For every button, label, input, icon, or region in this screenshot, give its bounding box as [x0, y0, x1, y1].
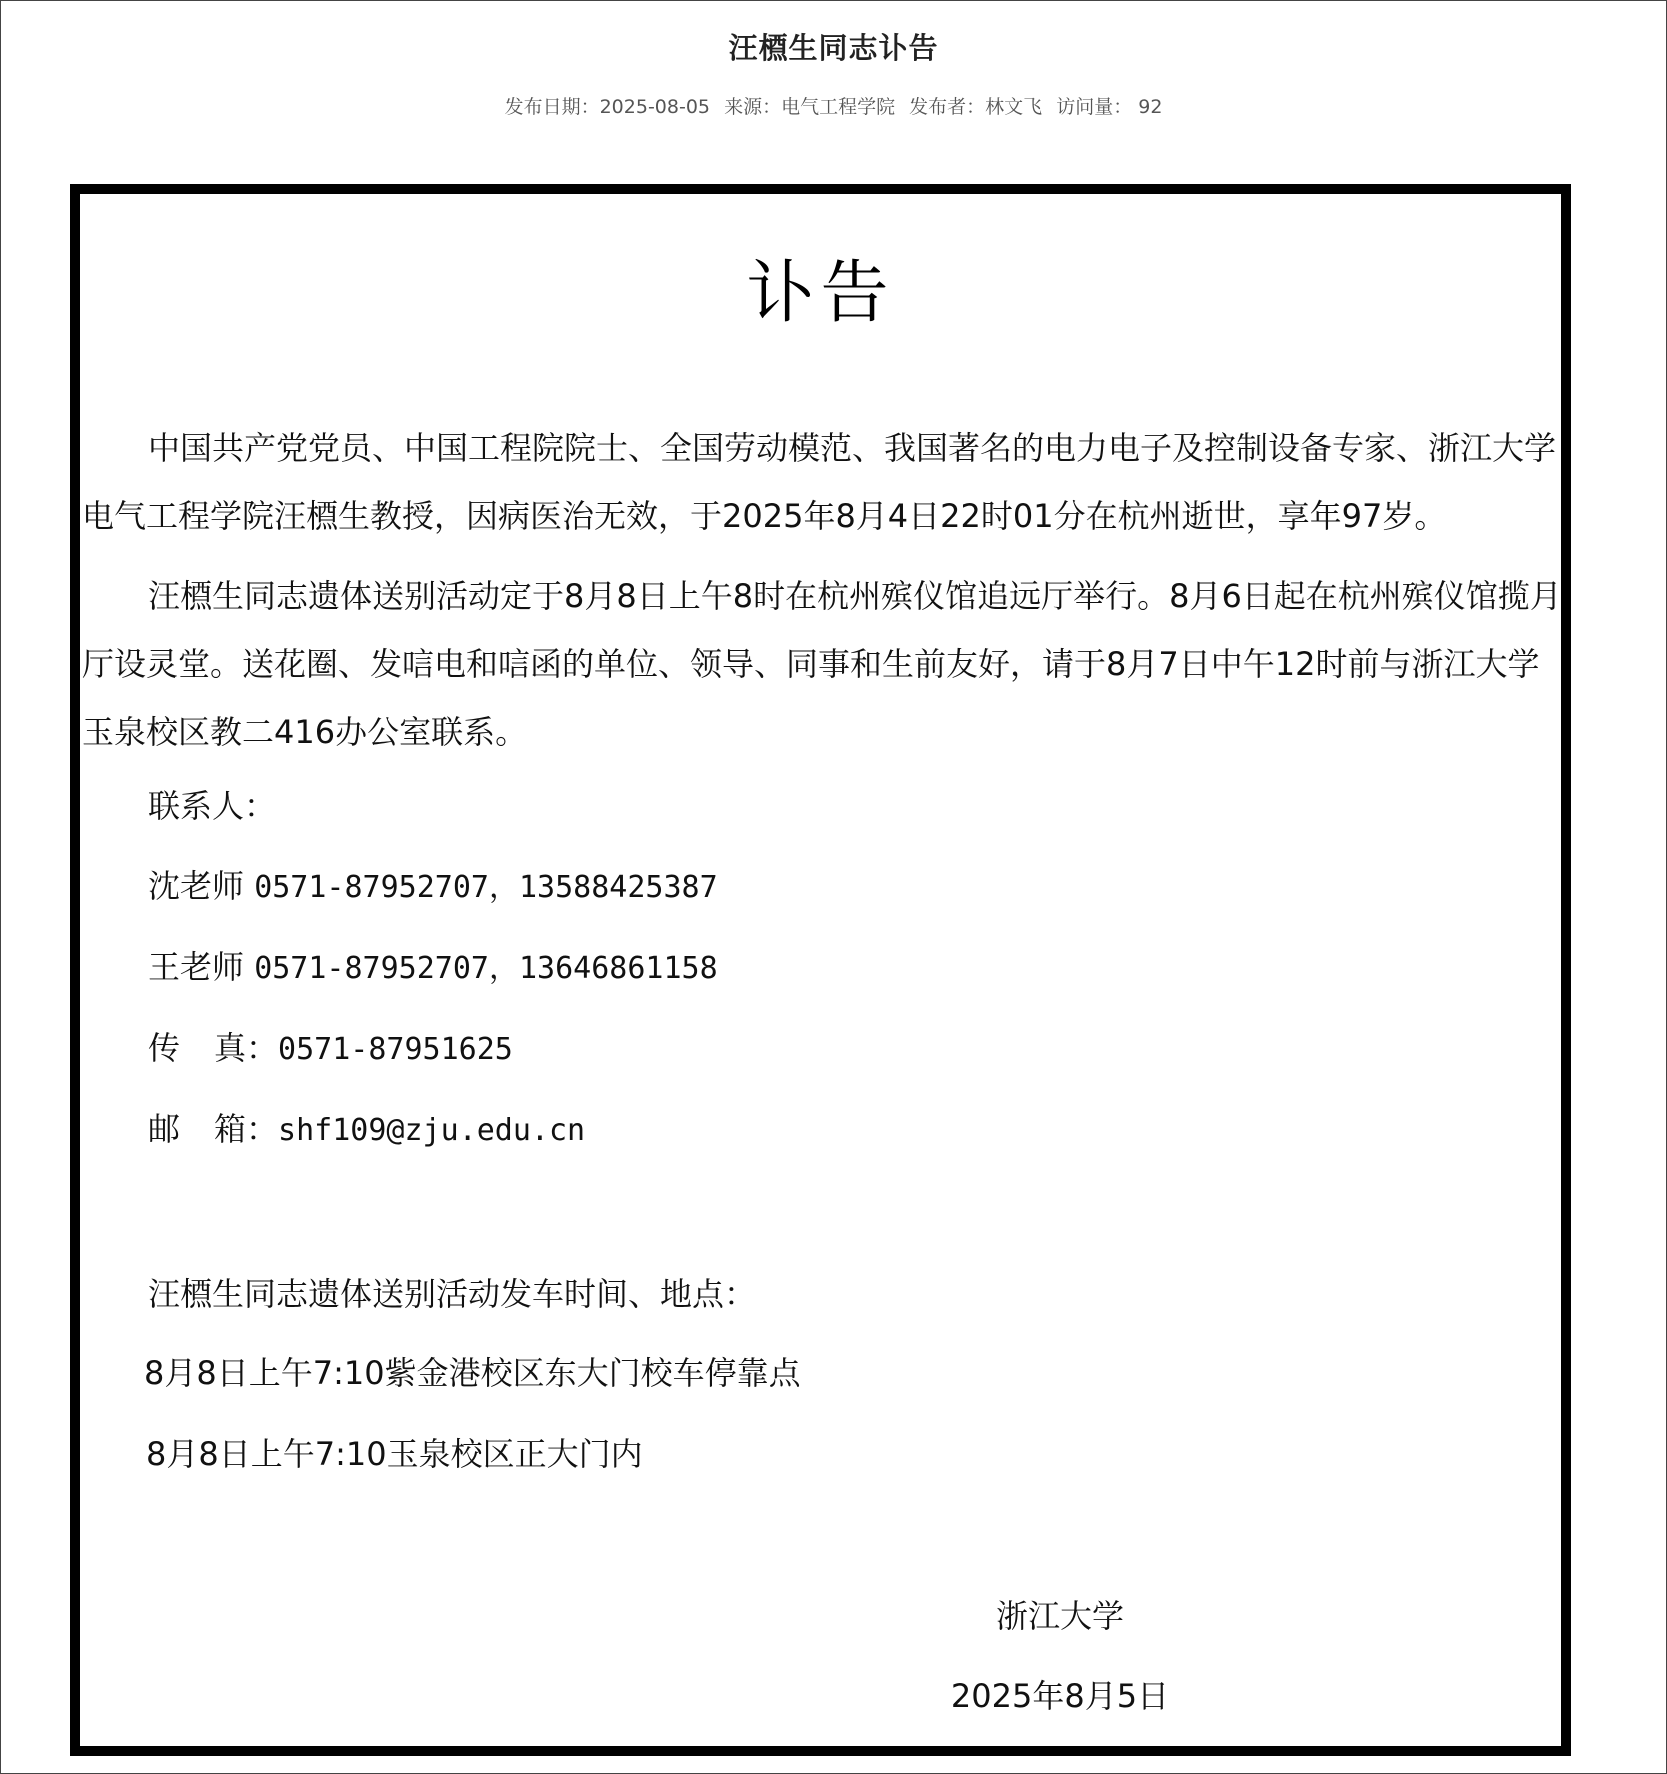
meta-publisher: 发布者：林文飞 — [909, 96, 1043, 118]
signature-org: 浙江大学 — [995, 1597, 1124, 1635]
fax-row — [148, 1026, 513, 1072]
contact-row — [148, 945, 718, 991]
notice-heading: 讣告 — [746, 254, 895, 333]
contact-row — [148, 864, 718, 910]
departure-item: 8月8日上午7:10玉泉校区正大门内 — [146, 1435, 643, 1473]
contact-name: 王老师 — [148, 948, 245, 986]
fax-label-part-2: 真： — [214, 1029, 279, 1067]
meta-views: 访问量： 92 — [1056, 96, 1163, 118]
contact-label: 联系人： — [148, 787, 277, 825]
email-row — [148, 1107, 585, 1153]
contact-phones: 0571-87952707，13646861158 — [254, 951, 718, 986]
departure-title: 汪槱生同志遗体送别活动发车时间、地点： — [148, 1275, 757, 1313]
email-label-part-2: 箱： — [214, 1110, 279, 1148]
departure-item: 8月8日上午7:10紫金港校区东大门校车停靠点 — [144, 1354, 801, 1392]
email-label-part-1: 邮 — [148, 1110, 215, 1148]
email-address: shf109@zju.edu.cn — [278, 1113, 586, 1148]
contact-name: 沈老师 — [148, 867, 245, 905]
obituary-notice-box — [70, 184, 1571, 1756]
notice-paragraph-1: 中国共产党党员、中国工程院院士、全国劳动模范、我国著名的电力电子及控制设备专家、浙江大学电气工程学院汪槱生教授，因病医治无效，于2025年8月4日22时01分在杭州逝世，享年97岁。 — [82, 429, 1557, 535]
article-title: 汪槱生同志讣告 — [728, 31, 939, 65]
fax-number: 0571-87951625 — [278, 1032, 513, 1067]
signature-date: 2025年8月5日 — [950, 1677, 1170, 1715]
contact-phones: 0571-87952707，13588425387 — [254, 870, 718, 905]
fax-label-part-1: 传 — [148, 1029, 215, 1067]
meta-source: 来源：电气工程学院 — [724, 96, 896, 118]
notice-paragraph-2: 汪槱生同志遗体送别活动定于8月8日上午8时在杭州殡仪馆追远厅举行。8月6日起在杭州殡仪馆揽月厅设灵堂。送花圈、发唁电和唁函的单位、领导、同事和生前友好，请于8月7日中午12时前与浙江大学玉泉校区教二416办公室联系。 — [82, 577, 1562, 751]
article-meta — [0, 92, 1667, 119]
meta-date: 发布日期：2025-08-05 — [504, 96, 711, 118]
